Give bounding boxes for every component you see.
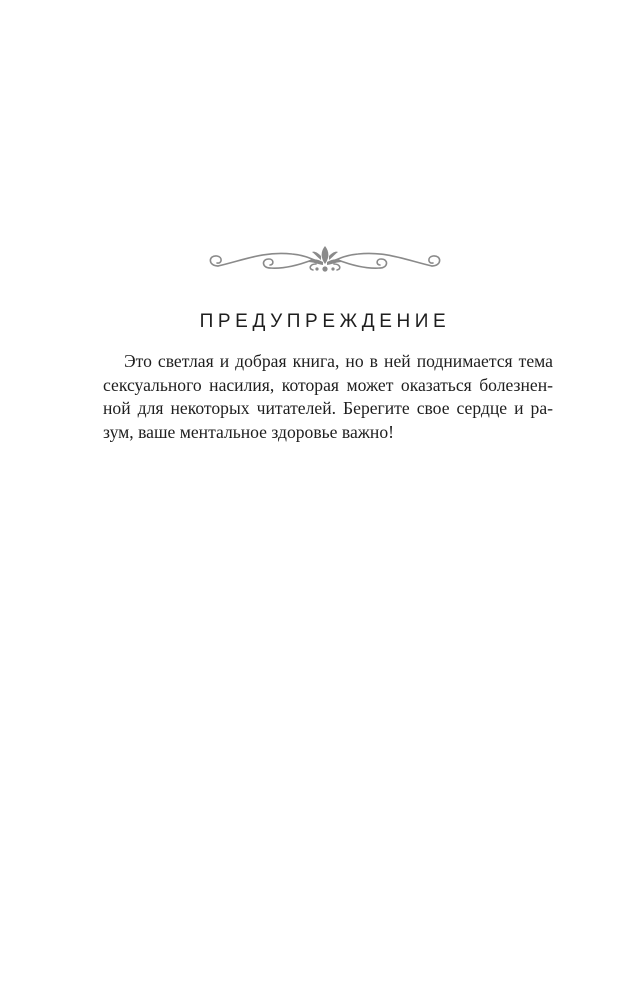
paragraph-line: сексуального насилия, которая может оказаться болезнен- [103, 374, 553, 395]
flourish-divider-icon [204, 238, 446, 278]
paragraph-line: Это светлая и добрая книга, но в ней поднимается тема [124, 351, 553, 371]
paragraph-line: ной для некоторых читателей. Берегите свое сердце и ра- [103, 398, 553, 418]
paragraph-line: зум, ваше ментальное здоровье важно! [103, 421, 395, 442]
warning-heading: ПРЕДУПРЕЖДЕНИЕ [199, 311, 451, 332]
warning-paragraph [103, 350, 553, 444]
